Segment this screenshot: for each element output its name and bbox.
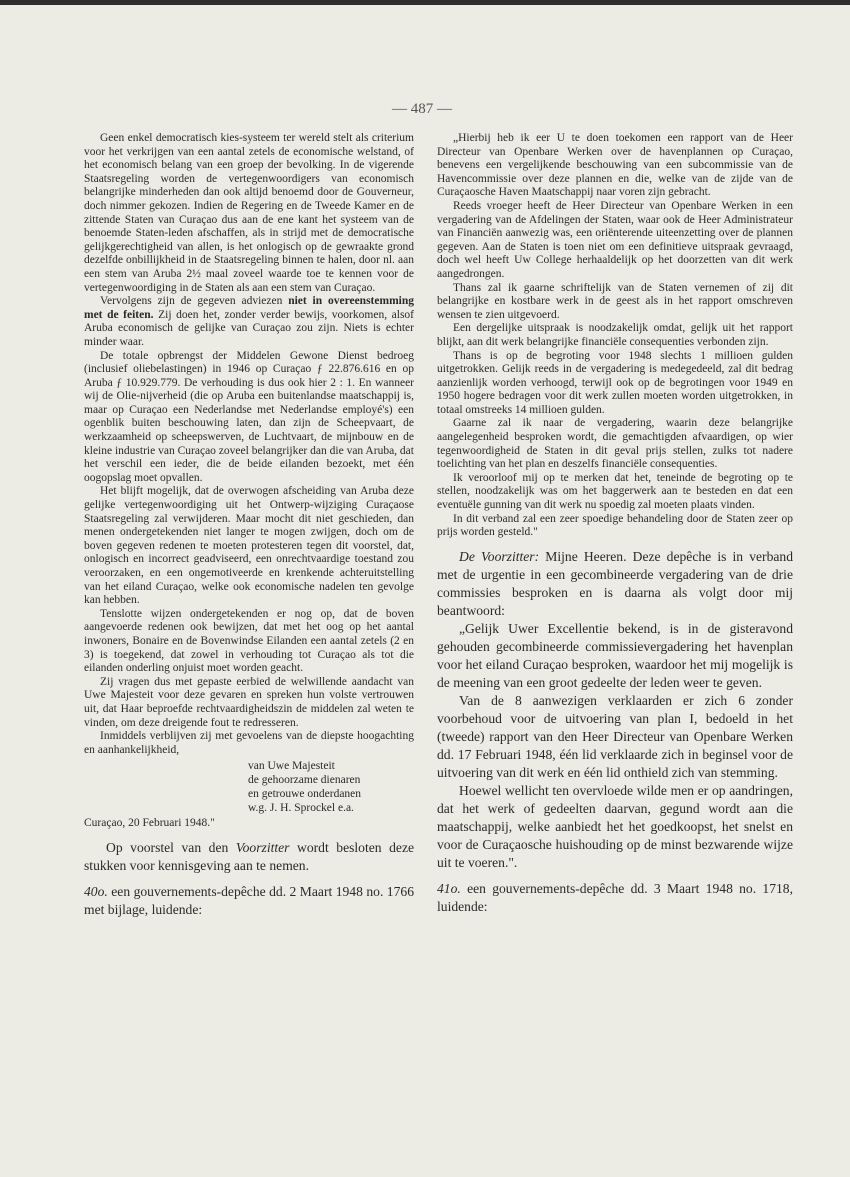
paragraph: Vervolgens zijn de gegeven adviezen niet in overeenstemming met de feiten. Zij doen het, zonder verder bewijs, voorkomen, alsof Aruba economisch de gelijke van Curaçao zou zijn. Niets is echter minder waar. (84, 295, 414, 348)
paragraph: In dit verband zal een zeer spoedige behandeling door de Staten zeer op prijs worden gesteld." (437, 512, 793, 539)
left-column (84, 132, 414, 919)
paragraph: Van de 8 aanwezigen verklaarden er zich 6 zonder voorbehoud voor de uitvoering van plan I, bedoeld in het (tweede) rapport van den Heer Directeur van Openbare Werken dd. 17 Februari 1948, één lid verklaarde zich in beginsel voor de uitvoering van dit werk en één lid onthield zich van stemming. (437, 692, 793, 780)
paragraph: Inmiddels verblijven zij met gevoelens van de diepste hoogachting en aanhankelijkheid, (84, 730, 414, 756)
minutes-text (84, 839, 414, 919)
paragraph: Zij vragen dus met gepaste eerbied de welwillende aandacht van Uwe Majesteit voor deze gevaren en spreken hun volste vertrouwen uit, dat Haar beproefde rechtvaardigheidszin de middelen zal weten te vinden, om deze dreigende fout te redresseren. (84, 675, 414, 729)
signature-line: w.g. J. H. Sprockel e.a. (248, 802, 354, 815)
paragraph: Thans is op de begroting voor 1948 slechts 1 millioen gulden uitgetrokken. Gelijk reeds in de vergadering is medegedeeld, zal dit bedrag aanzienlijk worden verhoogd, terwijl ook op de begrotingen voor 1949 en 1950 hogere bedragen voor dit werk zullen moeten worden uitgetrokken, in totaal omstreeks 14 millioen gulden. (437, 349, 793, 416)
paragraph: „Hierbij heb ik eer U te doen toekomen een rapport van de Heer Directeur van Openbare Werken over de havenplannen op Curaçao, benevens een vergelijkende beschouwing van een subcommissie van de Havencommissie over deze plannen en die, welke van de zijde van de Curaçaosche Haven Maatschappij naar voren zijn gebracht. (437, 132, 793, 199)
paragraph: Ik veroorloof mij op te merken dat het, teneinde de begroting op te stellen, noodzakelijk was om het baggerwerk aan te besteden en dat een eventuële gunning van dit werk nu spoedig zal moeten plaats vinden. (437, 471, 793, 512)
right-column (437, 132, 793, 916)
signature-line: van Uwe Majesteit (248, 760, 335, 773)
paragraph: Het blijft mogelijk, dat de overwogen afscheiding van Aruba deze gelijke vertegenwoordiging uit het Ontwerp-wijziging Curaçaose Staatsregeling zal verwijderen. Maar mocht dit niet geschieden, dan menen ondergetekenden niet langer te mogen zwijgen, doch om de boven gegeven redenen te moeten protesteren tegen dit voorstel, dat, onlogisch en incorrect geadviseerd, een onrechtvaardige toestand zou veroorzaken, en een ongemotiveerde en krenkende achteruitstelling van het eiland Curaçao, welke ook economische nadelen ten gevolge kan hebben. (84, 485, 414, 607)
paragraph: De Voorzitter: Mijne Heeren. Deze depêche is in verband met de urgentie in een gecombineerde vergadering van de drie commissies besproken en is daarna als volgt door mij beantwoord: (437, 548, 794, 618)
dateline: Curaçao, 20 Februari 1948." (84, 817, 215, 830)
emphasis-italic: Voorzitter (235, 839, 290, 855)
paragraph: Thans zal ik gaarne schriftelijk van de Staten vernemen of zij dit belangrijke en kostbare werk in de geest als in het rapport omschreven wensen te zien uitgevoerd. (437, 281, 793, 321)
item-number: 40o. (84, 883, 108, 899)
top-edge-strip (0, 0, 850, 5)
emphasis-bold: niet in overeenstemming met de feiten. (84, 295, 414, 321)
emphasis-italic: De Voorzitter: (459, 548, 540, 564)
signature-line: en getrouwe onderdanen (248, 788, 362, 801)
item-number: 41o. (437, 880, 461, 896)
paragraph: Tenslotte wijzen ondergetekenden er nog op, dat de boven aangevoerde redenen ook bewijzen, dat met het oog op het aantal inwoners, Bonaire en de Bovenwindse Eilanden een aantal zetels (2 en 3) is toegekend, dat zowel in verhouding tot Curaçao als tot die eilanden onderling onjuist moet worden geacht. (84, 607, 414, 675)
page-number: — 487 — (392, 101, 452, 117)
paragraph: Op voorstel van den Voorzitter wordt besloten deze stukken voor kennisgeving aan te nemen. (84, 839, 415, 873)
paragraph: De totale opbrengst der Middelen Gewone Dienst bedroeg (inclusief oliebelastingen) in 1946 op Curaçao ƒ 22.876.616 en op Aruba ƒ 10.929.779. De verhouding is dus ook hier 2 : 1. En wanneer wij de Olie-nijverheid (die op Aruba een buitenlandse maatschappij is, maar op Curaçao een Nederlandse met Nederlandse employé's) een ogenblik buiten beschouwing laten, dan zijn de Scheepvaart, de werkzaamheid op scheepswerven, de Luchtvaart, de mijnbouw en de kleine industrie van Curaçao zoveel belangrijker dan die van Aruba, dat het verschil een ieder, die de beide eilanden bezoekt, met één oogopslag moet opvallen. (84, 349, 414, 484)
paragraph: Hoewel wellicht ten overvloede wilde men er op aandringen, dat het werk of gedeelten daarvan, gegund wordt aan die maatschappij, welke aanbiedt het het goedkoopst, het snelst en voor de Curaçaosche huishouding op de minst bezwarende wijze uit te voeren.". (437, 782, 793, 870)
paragraph: Een dergelijke uitspraak is noodzakelijk omdat, gelijk uit het rapport blijkt, aan dit werk belangrijke financiële consequenties verbonden zijn. (437, 322, 793, 348)
signature-block (248, 759, 414, 815)
agenda-item: 40o. een gouvernements-depêche dd. 2 Maart 1948 no. 1766 met bijlage, luidende: (84, 883, 414, 917)
signature-line: de gehoorzame dienaren (248, 774, 361, 787)
minutes-text (437, 548, 793, 916)
petition-text (84, 132, 414, 831)
paragraph: Reeds vroeger heeft de Heer Directeur van Openbare Werken in een vergadering van de Afdelingen der Staten, waar ook de Heer Administrateur van Financiën aanwezig was, een oriënterende uiteenzetting over de plannen gegeven. Aan de Staten is toen niet om een definitieve uitspraak gevraagd, doch wel heeft Uw College herhaaldelijk op het doorzetten van dit werk aangedrongen. (437, 199, 793, 280)
paragraph: Geen enkel democratisch kies-systeem ter wereld stelt als criterium voor het verkrijgen van een aantal zetels de economische welstand, of het economisch belang van een groep der bevolking. In de vigerende Staatsregeling worden de vertegenwoordigers van economisch belangrijke minderheden dan ook altijd benoemd door de Gouverneur, doch nimmer gekozen. Indien de Regering en de Tweede Kamer en de zittende Staten van Curaçao dus aan de ene kant het systeem van de benoemde Staten-leden afschaffen, als in strijd met de democratische gelijkgerechtigheid van allen, is het onlogisch op de gewraakte grond dezelfde onbillijkheid in de Staatsregeling binnen te halen, door nl. aan een stem van Aruba 2½ maal zoveel waarde toe te kennen voor de vertegenwoordiging in de Staten als aan een stem van Curaçao. (84, 132, 414, 294)
paragraph: „Gelijk Uwer Excellentie bekend, is in de gisteravond gehouden gecombineerde commissievergadering het havenplan voor het eiland Curaçao besproken, waardoor het mij mogelijk is de meening van een groot gedeelte der leden weer te geven. (437, 620, 793, 690)
dispatch-text (437, 132, 793, 540)
agenda-item: 41o. een gouvernements-depêche dd. 3 Maart 1948 no. 1718, luidende: (437, 880, 793, 914)
paragraph: Gaarne zal ik naar de vergadering, waarin deze belangrijke aangelegenheid besproken wordt, die gemachtigden afvaardigen, op wier tegenwoordigheid de Staten in dit geval prijs stellen, zulks tot nadere toelichting van het plan en deszelfs financiële consequenties. (437, 417, 793, 471)
